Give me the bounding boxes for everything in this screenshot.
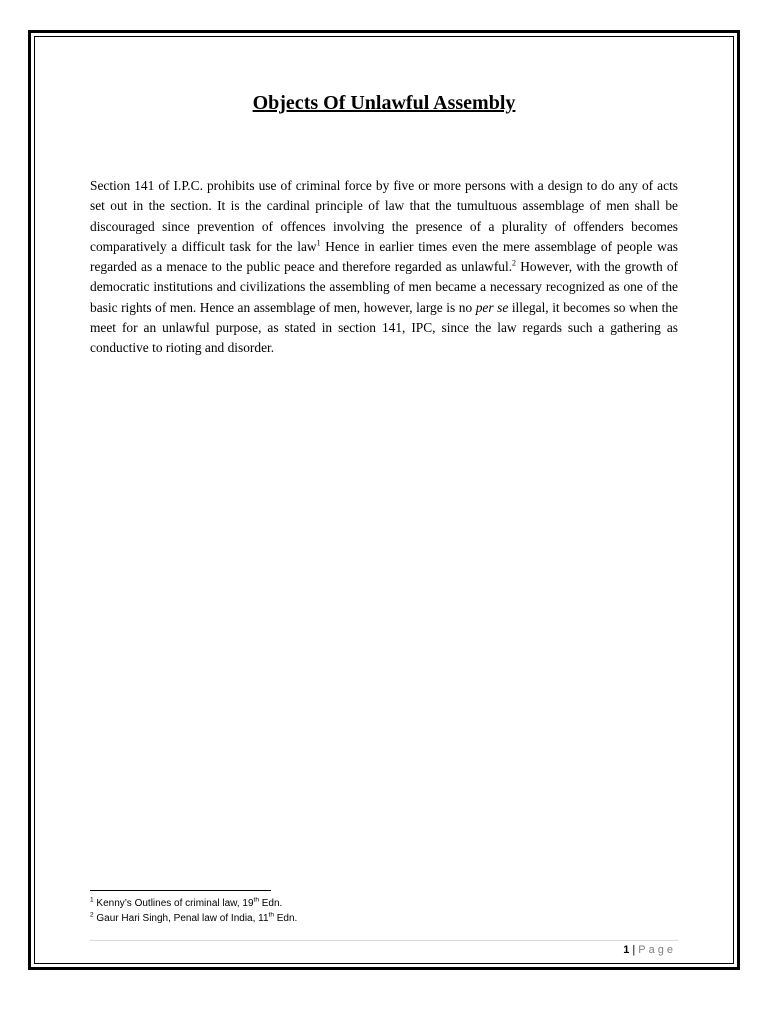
page-number: 1 — [623, 944, 630, 956]
footnote-ref-1[interactable]: 1 — [316, 238, 321, 248]
footnote-ordinal: th — [268, 911, 274, 919]
footnote-text: Gaur Hari Singh, Penal law of India, 11 — [96, 913, 269, 924]
footer-separator — [90, 940, 678, 941]
footnote-text-end: Edn. — [258, 898, 283, 909]
body-paragraph — [90, 176, 678, 359]
footnote-ref-2[interactable]: 2 — [512, 258, 517, 268]
footnote-ordinal: th — [253, 896, 259, 904]
footnote-text: Kenny’s Outlines of criminal law, 19 — [96, 898, 254, 909]
paragraph-text-3: However, with the growth of democratic institutions and civilizations the assembling of men became a necessary recognized as one of the basic rights of men. Hence an assemblage of men, however, large is no — [90, 259, 678, 315]
paragraph-text-2: Hence in earlier times even the mere assemblage of people was regarded as a menace to the public peace and therefore regarded as unlawful. — [90, 238, 679, 275]
footnote-number: 1 — [90, 896, 94, 904]
footnote-item — [90, 911, 297, 926]
page-separator: | — [629, 944, 639, 956]
footnotes-section — [90, 896, 297, 926]
paragraph-text-1: Section 141 of I.P.C. prohibits use of criminal force by five or more persons with a design to do any of acts set out in the section. It is the cardinal principle of law that the tumultuous assemblage of men shall be discouraged since prevention of offences involving the presence of a plurality of offenders becomes comparatively a difficult task for the law — [90, 178, 678, 254]
paragraph-text-4: illegal, it becomes so when the meet for an unlawful purpose, as stated in section 141, IPC, since the law regards such a gathering as conductive to rioting and disorder. — [90, 299, 678, 356]
footnote-number: 2 — [90, 911, 94, 919]
footnote-item — [90, 896, 297, 911]
document-title: Objects Of Unlawful Assembly — [252, 92, 516, 114]
footnote-text-end: Edn. — [273, 913, 298, 924]
page-footer — [623, 944, 676, 956]
page-label: Page — [638, 944, 676, 956]
paragraph-italic-term: per se — [475, 299, 509, 315]
footnote-separator — [90, 890, 271, 891]
